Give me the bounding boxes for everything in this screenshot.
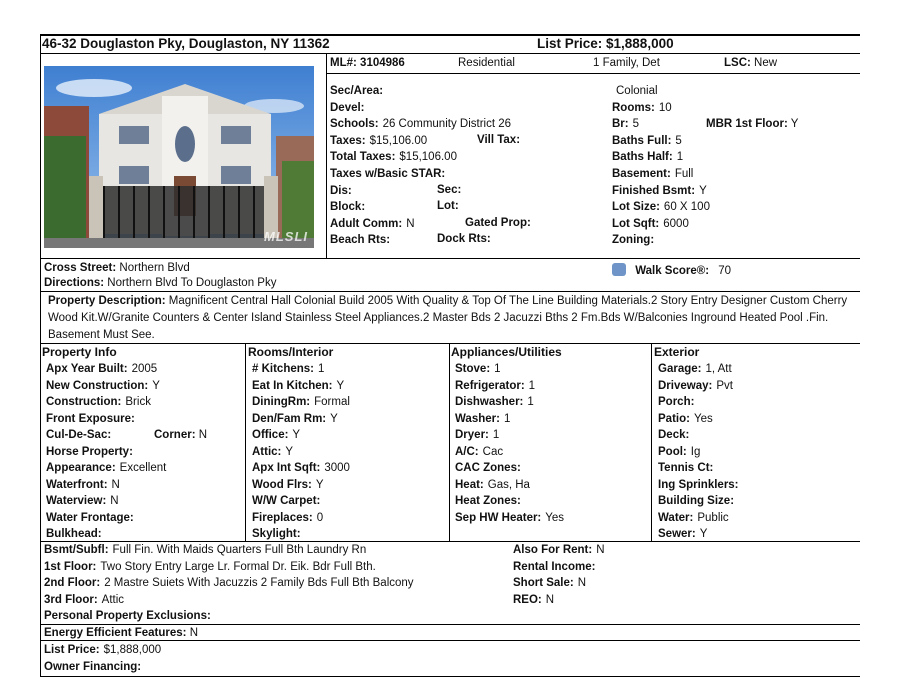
rent-row-0-value: N	[596, 544, 605, 556]
detail-right-6	[612, 183, 707, 199]
floor-row-0-label: Bsmt/Subfl:	[44, 544, 109, 556]
col1-row-6	[252, 460, 350, 476]
col0-row-8-value: N	[110, 495, 119, 507]
floor-row-0	[44, 542, 366, 558]
detail-left-6	[330, 183, 356, 199]
lsc-value: New	[754, 57, 778, 69]
rent-row-3-value: N	[545, 593, 555, 606]
divider	[651, 343, 652, 541]
energy-features	[44, 625, 198, 641]
corner-value: N	[198, 429, 208, 441]
detail-right-6-label: Finished Bsmt:	[612, 184, 696, 197]
col0-row-9-label: Water Frontage:	[46, 511, 134, 524]
photo-watermark: MLSLI	[264, 229, 308, 244]
floor-row-1-value: Two Story Entry Large Lr. Formal Dr. Eik. Bdr Full Bth.	[100, 560, 376, 573]
ml-label: ML#:	[330, 57, 357, 69]
dock-rts-label: Dock Rts:	[437, 233, 491, 245]
divider	[40, 53, 860, 54]
col2-row-1	[455, 378, 535, 394]
col1-row-0-value: 1	[318, 363, 325, 375]
col2-row-9	[455, 510, 564, 526]
col2-row-1-value: 1	[528, 379, 536, 392]
col0-row-8	[46, 493, 119, 509]
walk-score	[612, 263, 731, 279]
col3-row-0	[658, 361, 732, 377]
detail-right-1	[612, 100, 672, 116]
detail-left-4	[330, 149, 457, 165]
col1-row-8	[252, 493, 324, 509]
lot-label: Lot:	[437, 200, 459, 212]
floor-row-0-value: Full Fin. With Maids Quarters Full Bth Laundry Rn	[112, 544, 367, 556]
col2-row-7-value: Gas, Ha	[487, 478, 530, 491]
col0-row-6-label: Appearance:	[46, 462, 116, 474]
col2-row-4-value: 1	[492, 429, 500, 441]
floor-row-3	[44, 592, 124, 608]
mbr-label: MBR 1st Floor:	[706, 118, 788, 130]
house-photo-image	[44, 66, 314, 248]
floor-row-2-label: 2nd Floor:	[44, 577, 101, 589]
detail-right-5-label: Basement:	[612, 168, 671, 180]
col3-row-1-label: Driveway:	[658, 379, 713, 392]
detail-left-7	[330, 199, 369, 215]
col1-row-7-label: Wood Flrs:	[252, 478, 312, 491]
col1-row-0	[252, 361, 324, 377]
walk-score-icon	[612, 263, 626, 276]
vill-tax-label: Vill Tax:	[477, 134, 521, 146]
description-label: Property Description:	[48, 295, 166, 307]
detail-left-5-label: Taxes w/Basic STAR:	[330, 168, 446, 180]
detail-left-0	[330, 83, 387, 99]
detail-left-8-label: Adult Comm:	[330, 217, 403, 230]
col1-row-8-label: W/W Carpet:	[252, 495, 321, 507]
col1-row-4	[252, 427, 300, 443]
detail-left-3	[330, 133, 427, 149]
detail-right-3	[612, 133, 682, 149]
col2-row-3	[455, 411, 510, 427]
col0-row-2-value: Brick	[125, 396, 151, 408]
col3-row-7	[658, 477, 743, 493]
energy-label: Energy Efficient Features:	[44, 627, 187, 639]
col2-row-2-label: Dishwasher:	[455, 396, 524, 408]
col0-row-0	[46, 361, 157, 377]
mbr-first-floor	[706, 116, 798, 132]
cross-street	[44, 260, 190, 276]
detail-left-1	[330, 100, 369, 116]
detail-left-6-label: Dis:	[330, 184, 352, 197]
col1-row-4-label: Office:	[252, 429, 289, 441]
col2-row-2	[455, 394, 534, 410]
col2-row-1-label: Refrigerator:	[455, 379, 525, 392]
col1-row-9-label: Fireplaces:	[252, 511, 313, 524]
col2-row-5-value: Cac	[482, 445, 504, 458]
detail-right-9	[612, 232, 658, 248]
detail-right-7-value: 60 X 100	[663, 201, 710, 214]
detail-right-5	[612, 166, 693, 182]
col0-row-4	[46, 427, 115, 443]
col1-row-5-value: Y	[285, 445, 294, 458]
divider	[40, 258, 860, 259]
col2-row-9-label: Sep HW Heater:	[455, 511, 542, 524]
col0-row-8-label: Waterview:	[46, 495, 107, 507]
col1-row-5	[252, 444, 293, 460]
col0-row-0-label: Apx Year Built:	[46, 363, 128, 375]
col3-row-9	[658, 510, 729, 526]
detail-right-3-label: Baths Full:	[612, 134, 672, 147]
detail-right-5-value: Full	[674, 168, 694, 180]
detail-right-8-value: 6000	[663, 217, 689, 230]
rent-row-2	[513, 575, 586, 591]
energy-value: N	[189, 627, 199, 639]
col0-row-10	[46, 526, 106, 542]
col1-row-7-value: Y	[315, 478, 324, 491]
col0-row-6-value: Excellent	[119, 462, 167, 474]
col2-row-3-label: Washer:	[455, 412, 500, 425]
col0-row-3	[46, 411, 139, 427]
col3-row-7-label: Ing Sprinklers:	[658, 478, 739, 491]
col2-row-5	[455, 444, 503, 460]
col1-row-1-label: Eat In Kitchen:	[252, 379, 333, 392]
footer-row-1	[44, 659, 145, 675]
detail-left-5	[330, 166, 449, 182]
col2-row-0-label: Stove:	[455, 363, 491, 375]
col0-row-1-value: Y	[152, 379, 160, 392]
ml-value: 3104986	[360, 57, 405, 69]
detail-right-9-label: Zoning:	[612, 234, 655, 247]
directions-value: Northern Blvd To Douglaston Pky	[107, 277, 277, 289]
detail-left-2-value: 26 Community District 26	[382, 118, 512, 131]
detail-right-7-label: Lot Size:	[612, 201, 660, 214]
col0-row-2	[46, 394, 151, 410]
footer-row-0-value: $1,888,000	[103, 644, 162, 656]
detail-right-4	[612, 149, 683, 165]
divider	[245, 343, 246, 541]
col0-row-7-label: Waterfront:	[46, 478, 108, 491]
col0-row-3-label: Front Exposure:	[46, 412, 135, 425]
detail-right-6-value: Y	[699, 184, 707, 197]
detail-right-8-label: Lot Sqft:	[612, 217, 660, 230]
col3-row-1-value: Pvt	[716, 379, 733, 392]
col0-row-2-label: Construction:	[46, 396, 122, 408]
column-title-1: Rooms/Interior	[248, 345, 334, 359]
col2-row-9-value: Yes	[545, 511, 565, 524]
detail-right-1-value: 10	[658, 101, 672, 114]
detail-right-2-value: 5	[632, 118, 640, 131]
col1-row-4-value: Y	[292, 429, 301, 441]
col1-row-2-value: Formal	[314, 396, 350, 408]
detail-right-2-label: Br:	[612, 118, 629, 131]
col3-row-0-value: 1, Att	[705, 363, 732, 375]
col0-row-7	[46, 477, 120, 493]
detail-right-8	[612, 216, 689, 232]
rent-row-0-label: Also For Rent:	[513, 544, 593, 556]
column-title-3: Exterior	[654, 345, 700, 359]
col2-row-0	[455, 361, 501, 377]
col1-row-3	[252, 411, 338, 427]
detail-left-2-label: Schools:	[330, 118, 379, 131]
col1-row-3-label: Den/Fam Rm:	[252, 412, 327, 425]
property-photo	[44, 66, 314, 248]
detail-left-2	[330, 116, 511, 132]
rent-row-2-value: N	[577, 577, 587, 589]
detail-left-3-label: Taxes:	[330, 134, 366, 147]
divider	[326, 53, 327, 258]
detail-left-9-label: Beach Rts:	[330, 234, 391, 247]
gated-prop-label: Gated Prop:	[465, 217, 531, 229]
corner-label: Corner:	[154, 429, 196, 441]
col3-row-3-label: Patio:	[658, 412, 690, 425]
rent-row-2-label: Short Sale:	[513, 577, 574, 589]
detail-left-8	[330, 216, 415, 232]
detail-right-3-value: 5	[675, 134, 682, 147]
rent-row-0	[513, 542, 605, 558]
col3-row-4-label: Deck:	[658, 429, 690, 441]
footer-row-1-label: Owner Financing:	[44, 660, 142, 673]
property-description	[48, 293, 856, 344]
col3-row-2	[658, 394, 698, 410]
detail-left-3-value: $15,106.00	[369, 134, 428, 147]
description-text: Magnificent Central Hall Colonial Build 2005 With Quality & Top Of The Line Building Materials.2 Story Entry Designer Custom Cherry Wood Kit.W/Granite Counters & Center Island Stainless Steel Appliances.2 Master Bds 2 Jacuzzi Bths 2 Fm.Bds W/Balconies Inground Heated Pool .Fin. Basement Must See.	[48, 295, 848, 341]
rent-row-3-label: REO:	[513, 593, 542, 606]
col0-row-7-value: N	[111, 478, 120, 491]
walk-score-label: Walk Score®:	[635, 265, 710, 277]
divider	[326, 73, 860, 74]
property-address: 46-32 Douglaston Pky, Douglaston, NY 11362	[42, 36, 330, 51]
col3-row-9-label: Water:	[658, 511, 694, 524]
corner	[154, 427, 207, 443]
col1-row-6-label: Apx Int Sqft:	[252, 462, 321, 474]
col1-row-6-value: 3000	[324, 462, 350, 474]
col1-row-0-label: # Kitchens:	[252, 363, 314, 375]
col0-row-10-label: Bulkhead:	[46, 528, 102, 540]
directions-label: Directions:	[44, 277, 105, 289]
col2-row-4-label: Dryer:	[455, 429, 489, 441]
col1-row-10-label: Skylight:	[252, 528, 301, 540]
col2-row-7-label: Heat:	[455, 478, 484, 491]
floor-row-4	[44, 608, 215, 624]
col3-row-5-label: Pool:	[658, 445, 687, 458]
detail-right-4-value: 1	[676, 151, 684, 164]
col0-row-9	[46, 510, 138, 526]
directions	[44, 275, 276, 291]
mbr-value: Y	[790, 118, 799, 130]
floor-row-1	[44, 559, 376, 575]
col1-row-5-label: Attic:	[252, 445, 282, 458]
col0-row-1	[46, 378, 160, 394]
col0-row-6	[46, 460, 166, 476]
sec-label: Sec:	[437, 184, 462, 196]
floor-row-3-label: 3rd Floor:	[44, 593, 98, 606]
lsc-label: LSC:	[724, 57, 751, 69]
column-title-0: Property Info	[42, 345, 117, 359]
column-title-2: Appliances/Utilities	[451, 345, 562, 359]
col1-row-2-label: DiningRm:	[252, 396, 311, 408]
col3-row-10-value: Y	[699, 528, 708, 540]
col1-row-1-value: Y	[336, 379, 345, 392]
detail-right-4-label: Baths Half:	[612, 151, 673, 164]
col3-row-3	[658, 411, 713, 427]
bottom-border	[40, 676, 860, 677]
col3-row-2-label: Porch:	[658, 396, 695, 408]
detail-left-4-value: $15,106.00	[399, 151, 457, 164]
floor-row-4-label: Personal Property Exclusions:	[44, 610, 211, 622]
property-type: Residential	[458, 57, 515, 69]
col2-row-6-label: CAC Zones:	[455, 462, 521, 474]
divider	[449, 343, 450, 541]
ml-number	[330, 55, 405, 71]
col3-row-8	[658, 493, 738, 509]
floor-row-1-label: 1st Floor:	[44, 560, 97, 573]
detail-left-4-label: Total Taxes:	[330, 151, 396, 164]
detail-left-7-label: Block:	[330, 201, 366, 214]
walk-score-value: 70	[718, 265, 732, 277]
cross-street-value: Northern Blvd	[119, 262, 190, 274]
detail-right-2	[612, 116, 639, 132]
floor-row-3-value: Attic	[101, 593, 125, 606]
detail-left-8-value: N	[406, 217, 415, 230]
col2-row-2-value: 1	[527, 396, 534, 408]
col3-row-6	[658, 460, 717, 476]
col3-row-10	[658, 526, 707, 542]
col3-row-9-value: Public	[697, 511, 729, 524]
col0-row-5-label: Horse Property:	[46, 445, 133, 458]
detail-right-7	[612, 199, 710, 215]
col2-row-8-label: Heat Zones:	[455, 495, 521, 507]
col2-row-7	[455, 477, 530, 493]
col3-row-0-label: Garage:	[658, 363, 702, 375]
lsc-status	[724, 55, 777, 71]
col3-row-4	[658, 427, 693, 443]
detail-right-1-label: Rooms:	[612, 101, 655, 114]
col3-row-1	[658, 378, 733, 394]
footer-row-0-label: List Price:	[44, 644, 100, 656]
col3-row-5-value: Ig	[690, 445, 701, 458]
footer-row-0	[44, 642, 161, 658]
floor-row-2-value: 2 Mastre Suiets With Jacuzzis 2 Family Bds Full Bth Balcony	[104, 577, 414, 589]
detail-left-9	[330, 232, 394, 248]
detail-right-0-value: Colonial	[616, 85, 658, 97]
detail-left-1-label: Devel:	[330, 101, 365, 114]
col2-row-4	[455, 427, 499, 443]
col1-row-2	[252, 394, 350, 410]
rent-row-1-label: Rental Income:	[513, 560, 596, 573]
col3-row-10-label: Sewer:	[658, 528, 696, 540]
detail-right-0	[612, 83, 658, 99]
col3-row-8-label: Building Size:	[658, 495, 735, 507]
rent-row-3	[513, 592, 554, 608]
col0-row-0-value: 2005	[131, 363, 158, 375]
col0-row-1-label: New Construction:	[46, 379, 149, 392]
col1-row-1	[252, 378, 344, 394]
col3-row-6-label: Tennis Ct:	[658, 462, 714, 474]
col2-row-5-label: A/C:	[455, 445, 479, 458]
col2-row-6	[455, 460, 525, 476]
left-border	[40, 34, 41, 677]
col1-row-9	[252, 510, 323, 526]
col1-row-3-value: Y	[330, 412, 338, 425]
col3-row-3-value: Yes	[693, 412, 713, 425]
col1-row-10	[252, 526, 305, 542]
col2-row-0-value: 1	[494, 363, 501, 375]
list-price-header: List Price: $1,888,000	[537, 36, 674, 51]
col2-row-8	[455, 493, 525, 509]
col1-row-9-value: 0	[316, 511, 324, 524]
rent-row-1	[513, 559, 599, 575]
cross-street-label: Cross Street:	[44, 262, 117, 274]
col0-row-5	[46, 444, 137, 460]
col2-row-3-value: 1	[503, 412, 511, 425]
divider	[40, 291, 860, 292]
property-family: 1 Family, Det	[593, 57, 660, 69]
col1-row-7	[252, 477, 324, 493]
floor-row-2	[44, 575, 414, 591]
col3-row-5	[658, 444, 700, 460]
col0-row-4-label: Cul-De-Sac:	[46, 429, 112, 441]
detail-left-0-label: Sec/Area:	[330, 85, 384, 97]
